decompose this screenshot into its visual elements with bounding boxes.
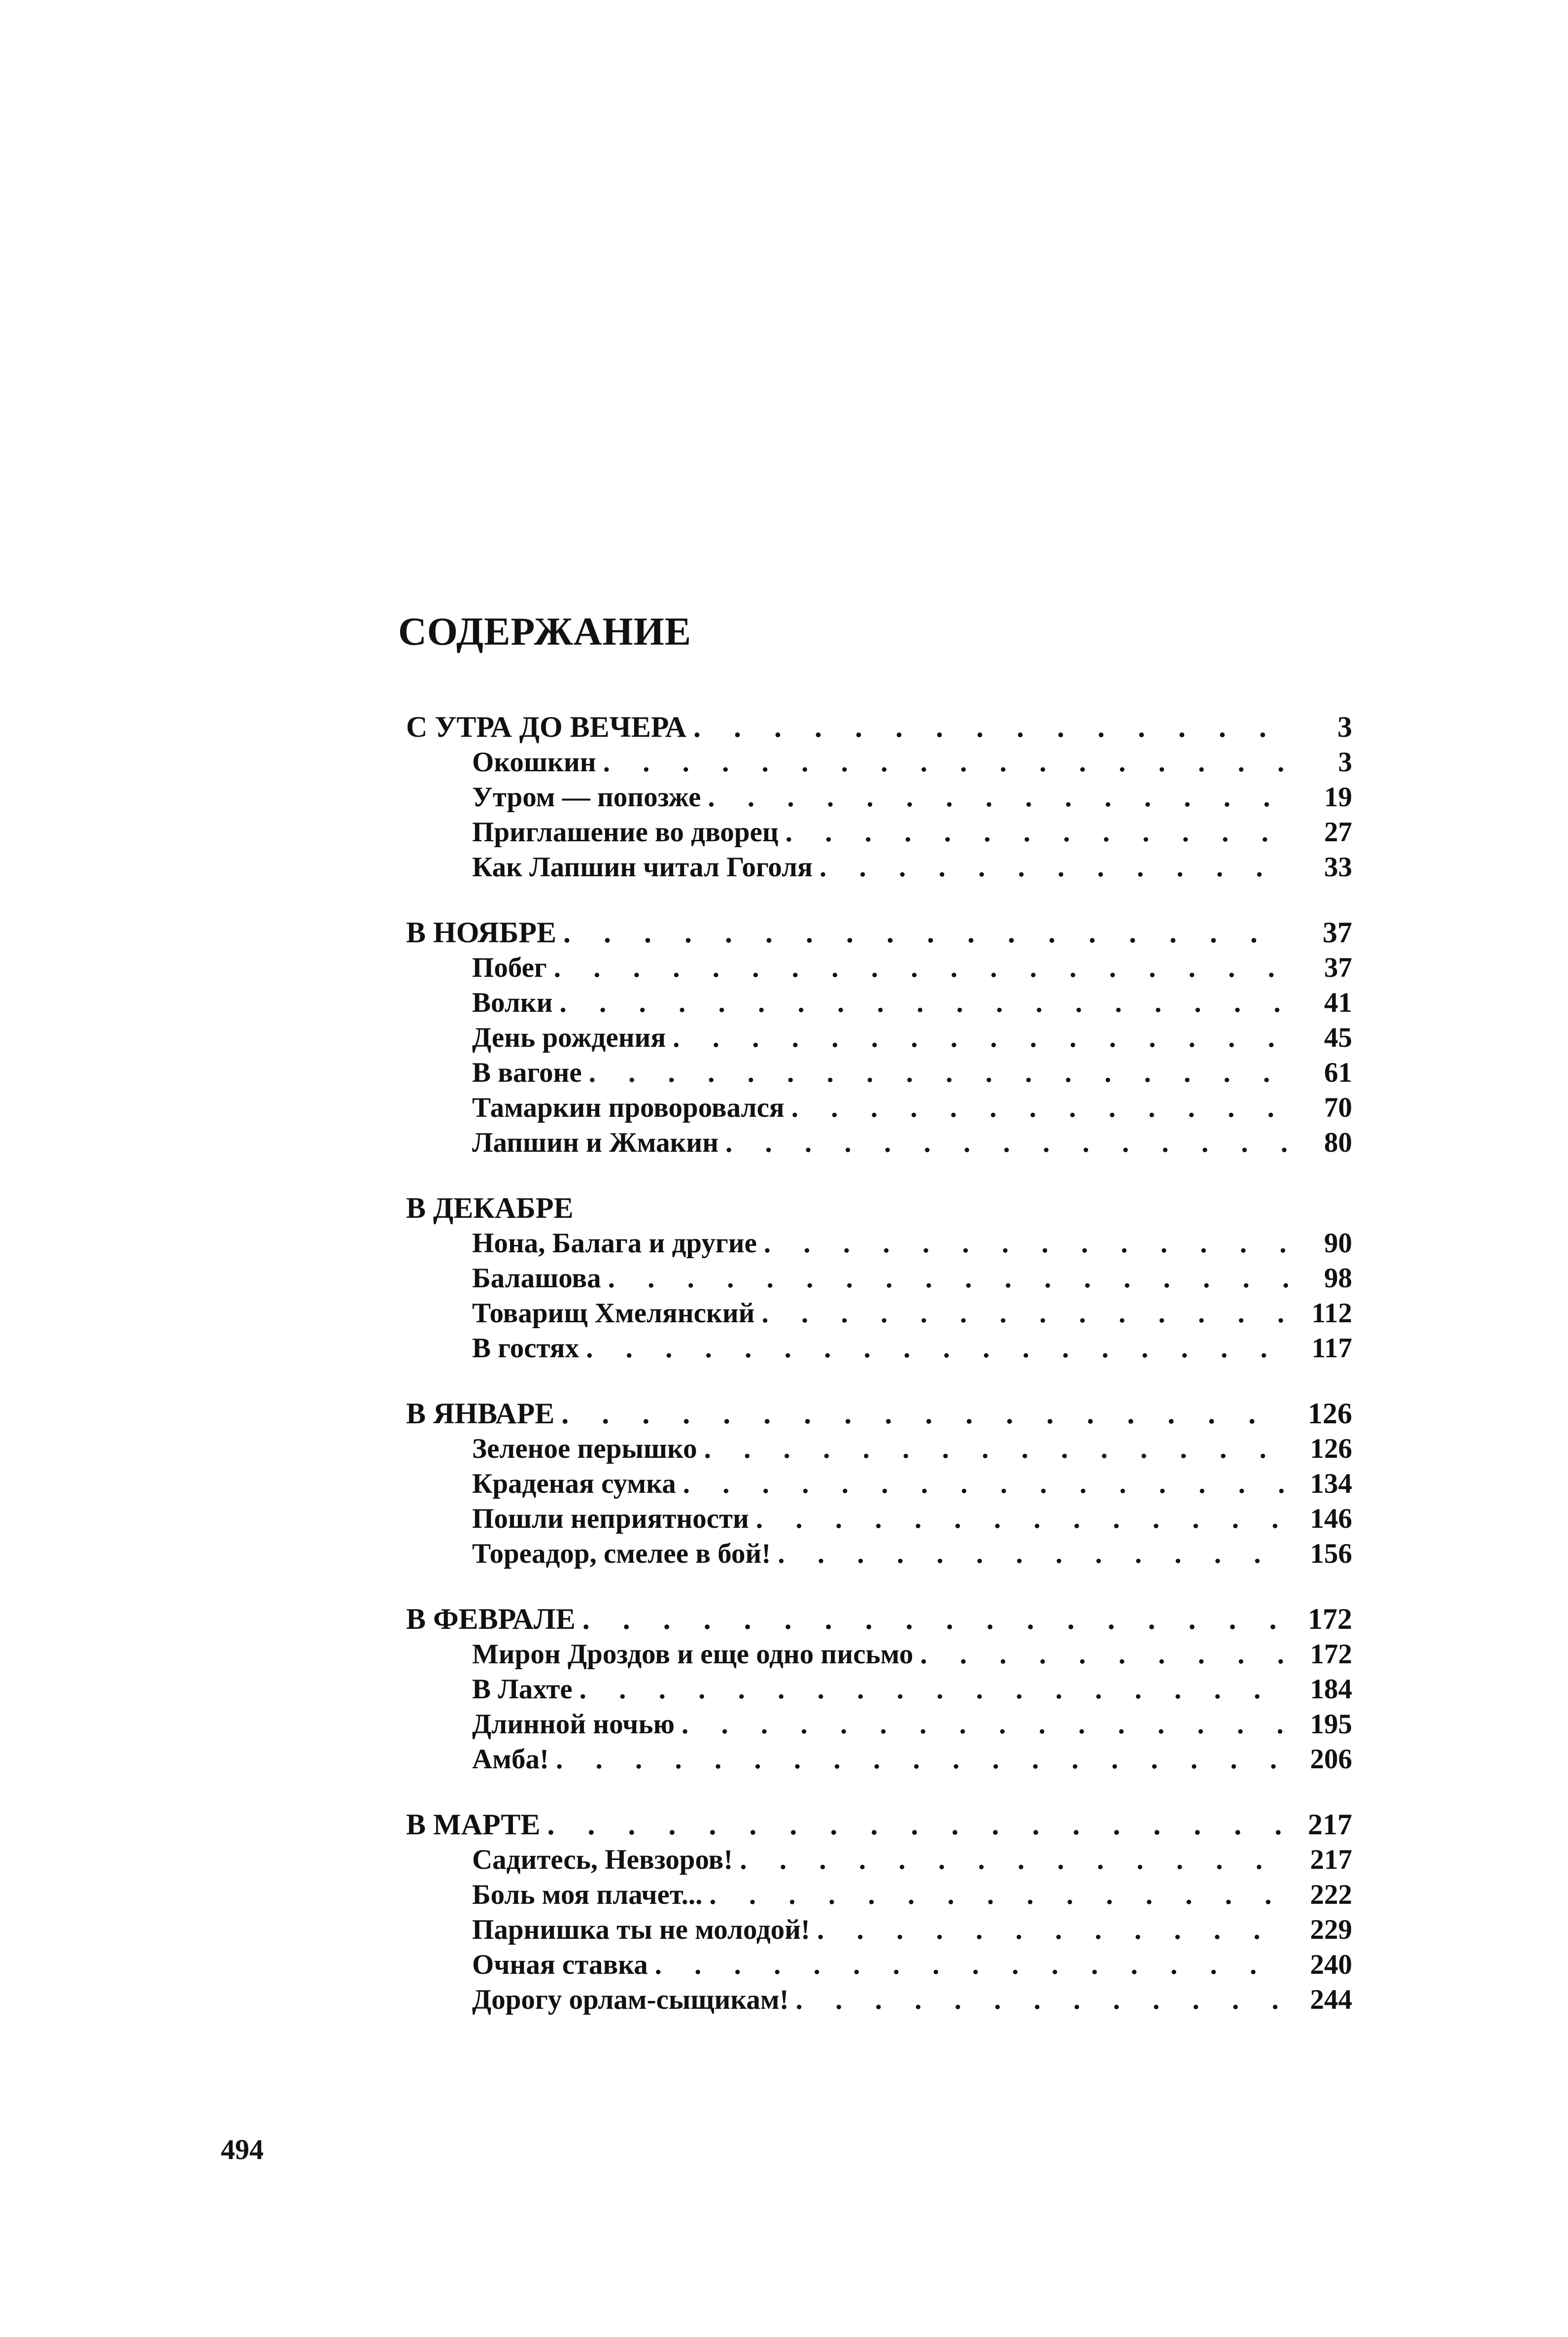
toc-item-title: Амба! [472, 1744, 549, 1775]
dot-leader [791, 1090, 1288, 1125]
toc-page-number: 172 [1310, 1639, 1352, 1670]
toc-item [406, 1125, 1352, 1160]
dot-leader [563, 915, 1288, 950]
toc-section-heading [406, 1602, 1352, 1637]
toc-section [406, 710, 1352, 885]
toc-item-title: Садитесь, Невзоров! [472, 1844, 733, 1875]
toc-page-number: 90 [1324, 1228, 1352, 1259]
toc-page-number: 134 [1310, 1468, 1352, 1499]
toc-item-title: Тореадор, смелее в бой! [472, 1538, 771, 1569]
toc-item-title: Побег [472, 952, 547, 983]
toc-page-number: 61 [1324, 1057, 1352, 1088]
toc-item-title: Пошли неприятности [472, 1503, 749, 1534]
toc-page-number: 19 [1324, 782, 1352, 813]
toc-section [406, 915, 1352, 1160]
toc-page-number: 37 [1324, 952, 1352, 983]
toc-item-title: Очная ставка [472, 1949, 648, 1980]
toc-page-number: 112 [1311, 1298, 1352, 1329]
toc-section-title: С УТРА ДО ВЕЧЕРА [406, 711, 687, 743]
toc-item-title: В Лахте [472, 1674, 573, 1705]
toc-page-number: 41 [1324, 987, 1352, 1018]
toc-item-title: Как Лапшин читал Гоголя [472, 852, 813, 883]
toc-page-number: 3 [1338, 747, 1352, 778]
toc-item [406, 780, 1352, 815]
toc-item-title: Нона, Балага и другие [472, 1228, 757, 1259]
toc-item [406, 1707, 1352, 1742]
toc-item [406, 1842, 1352, 1877]
toc-page-number: 222 [1310, 1879, 1352, 1910]
dot-leader [796, 1982, 1288, 2017]
toc-item-title: Боль моя плачет... [472, 1879, 703, 1910]
toc-item [406, 1431, 1352, 1466]
toc-page-number: 156 [1310, 1538, 1352, 1569]
toc-section-title: В ЯНВАРЕ [406, 1397, 555, 1430]
toc-section-heading [406, 1191, 1352, 1226]
toc-page-number: 184 [1310, 1674, 1352, 1705]
dot-leader [725, 1125, 1288, 1160]
toc-item [406, 1020, 1352, 1055]
toc-item-title: Приглашение во дворец [472, 817, 779, 848]
toc-item-title: Дорогу орлам-сыщикам! [472, 1984, 789, 2015]
toc-item [406, 1501, 1352, 1536]
toc-section-heading [406, 1807, 1352, 1842]
dot-leader [740, 1842, 1288, 1877]
toc-page-number: 126 [1308, 1397, 1352, 1430]
toc-section-title: В МАРТЕ [406, 1808, 541, 1841]
table-of-contents [406, 710, 1352, 2048]
toc-item [406, 1877, 1352, 1912]
toc-item-title: День рождения [472, 1022, 666, 1053]
toc-item [406, 985, 1352, 1020]
dot-leader [709, 1877, 1288, 1912]
toc-item [406, 1672, 1352, 1707]
toc-item-title: Окошкин [472, 747, 596, 778]
toc-section [406, 1396, 1352, 1571]
toc-page-number: 3 [1337, 711, 1352, 743]
dot-leader [920, 1637, 1288, 1672]
toc-section-heading [406, 1396, 1352, 1431]
toc-page-number: 146 [1310, 1503, 1352, 1534]
dot-leader [603, 745, 1288, 780]
toc-item [406, 1982, 1352, 2017]
toc-item [406, 815, 1352, 850]
page-number: 494 [221, 2133, 264, 2165]
dot-leader [708, 780, 1288, 815]
dot-leader [556, 1742, 1288, 1777]
toc-item [406, 1912, 1352, 1947]
toc-item-title: Волки [472, 987, 553, 1018]
toc-item [406, 950, 1352, 985]
toc-page-number: 80 [1324, 1127, 1352, 1158]
dot-leader [655, 1947, 1288, 1982]
dot-leader [608, 1261, 1288, 1296]
toc-item-title: Зеленое перышко [472, 1433, 697, 1464]
toc-item [406, 1090, 1352, 1125]
toc-section [406, 1807, 1352, 2017]
toc-item-title: Длинной ночью [472, 1709, 675, 1740]
toc-item-title: В гостях [472, 1333, 579, 1364]
toc-page-number: 45 [1324, 1022, 1352, 1053]
toc-section-title: В ФЕВРАЛЕ [406, 1603, 576, 1635]
toc-page-number: 70 [1324, 1092, 1352, 1123]
dot-leader [559, 985, 1288, 1020]
toc-page-number: 195 [1310, 1709, 1352, 1740]
toc-item [406, 1296, 1352, 1331]
toc-page-number: 206 [1310, 1744, 1352, 1775]
toc-page-number: 172 [1308, 1603, 1352, 1635]
dot-leader [589, 1055, 1288, 1090]
toc-item-title: Мирон Дроздов и еще одно письмо [472, 1639, 914, 1670]
toc-page-number: 244 [1310, 1984, 1352, 2015]
toc-item [406, 1947, 1352, 1982]
toc-item [406, 1637, 1352, 1672]
toc-section-title: В НОЯБРЕ [406, 916, 557, 949]
dot-leader [819, 850, 1288, 885]
toc-page-number: 217 [1308, 1808, 1352, 1841]
dot-leader [554, 950, 1288, 985]
toc-page-number: 240 [1310, 1949, 1352, 1980]
dot-leader [586, 1331, 1288, 1366]
toc-section [406, 1191, 1352, 1366]
toc-item [406, 1055, 1352, 1090]
toc-item [406, 1226, 1352, 1261]
toc-item-title: Утром — попозже [472, 782, 701, 813]
dot-leader [547, 1807, 1288, 1842]
toc-item-title: Лапшин и Жмакин [472, 1127, 719, 1158]
toc-page-number: 33 [1324, 852, 1352, 883]
dot-leader [785, 815, 1288, 850]
toc-item [406, 745, 1352, 780]
dot-leader [682, 1707, 1288, 1742]
dot-leader [762, 1296, 1288, 1331]
dot-leader [673, 1020, 1288, 1055]
toc-section-title: В ДЕКАБРЕ [406, 1192, 574, 1224]
toc-page-number: 37 [1323, 916, 1352, 949]
toc-item-title: Тамаркин проворовался [472, 1092, 784, 1123]
dot-leader [579, 1672, 1288, 1707]
toc-section [406, 1602, 1352, 1777]
toc-item [406, 1466, 1352, 1501]
toc-section-heading [406, 710, 1352, 745]
dot-leader [704, 1431, 1288, 1466]
toc-item [406, 1536, 1352, 1571]
toc-page-number: 98 [1324, 1263, 1352, 1294]
page-title: СОДЕРЖАНИЕ [398, 610, 692, 653]
dot-leader [693, 710, 1288, 745]
dot-leader [582, 1602, 1288, 1637]
toc-item-title: В вагоне [472, 1057, 582, 1088]
dot-leader [778, 1536, 1288, 1571]
dot-leader [764, 1226, 1288, 1261]
toc-page-number: 126 [1310, 1433, 1352, 1464]
toc-item-title: Парнишка ты не молодой! [472, 1914, 811, 1945]
toc-item [406, 1261, 1352, 1296]
dot-leader [561, 1396, 1288, 1431]
toc-item [406, 1331, 1352, 1366]
toc-page-number: 27 [1324, 817, 1352, 848]
toc-item-title: Балашова [472, 1263, 601, 1294]
dot-leader [683, 1466, 1288, 1501]
toc-page-number: 217 [1310, 1844, 1352, 1875]
toc-item [406, 1742, 1352, 1777]
toc-item-title: Товарищ Хмелянский [472, 1298, 755, 1329]
dot-leader [756, 1501, 1288, 1536]
toc-page-number: 229 [1310, 1914, 1352, 1945]
toc-item [406, 850, 1352, 885]
toc-section-heading [406, 915, 1352, 950]
dot-leader [817, 1912, 1288, 1947]
toc-item-title: Краденая сумка [472, 1468, 676, 1499]
toc-page-number: 117 [1311, 1333, 1352, 1364]
